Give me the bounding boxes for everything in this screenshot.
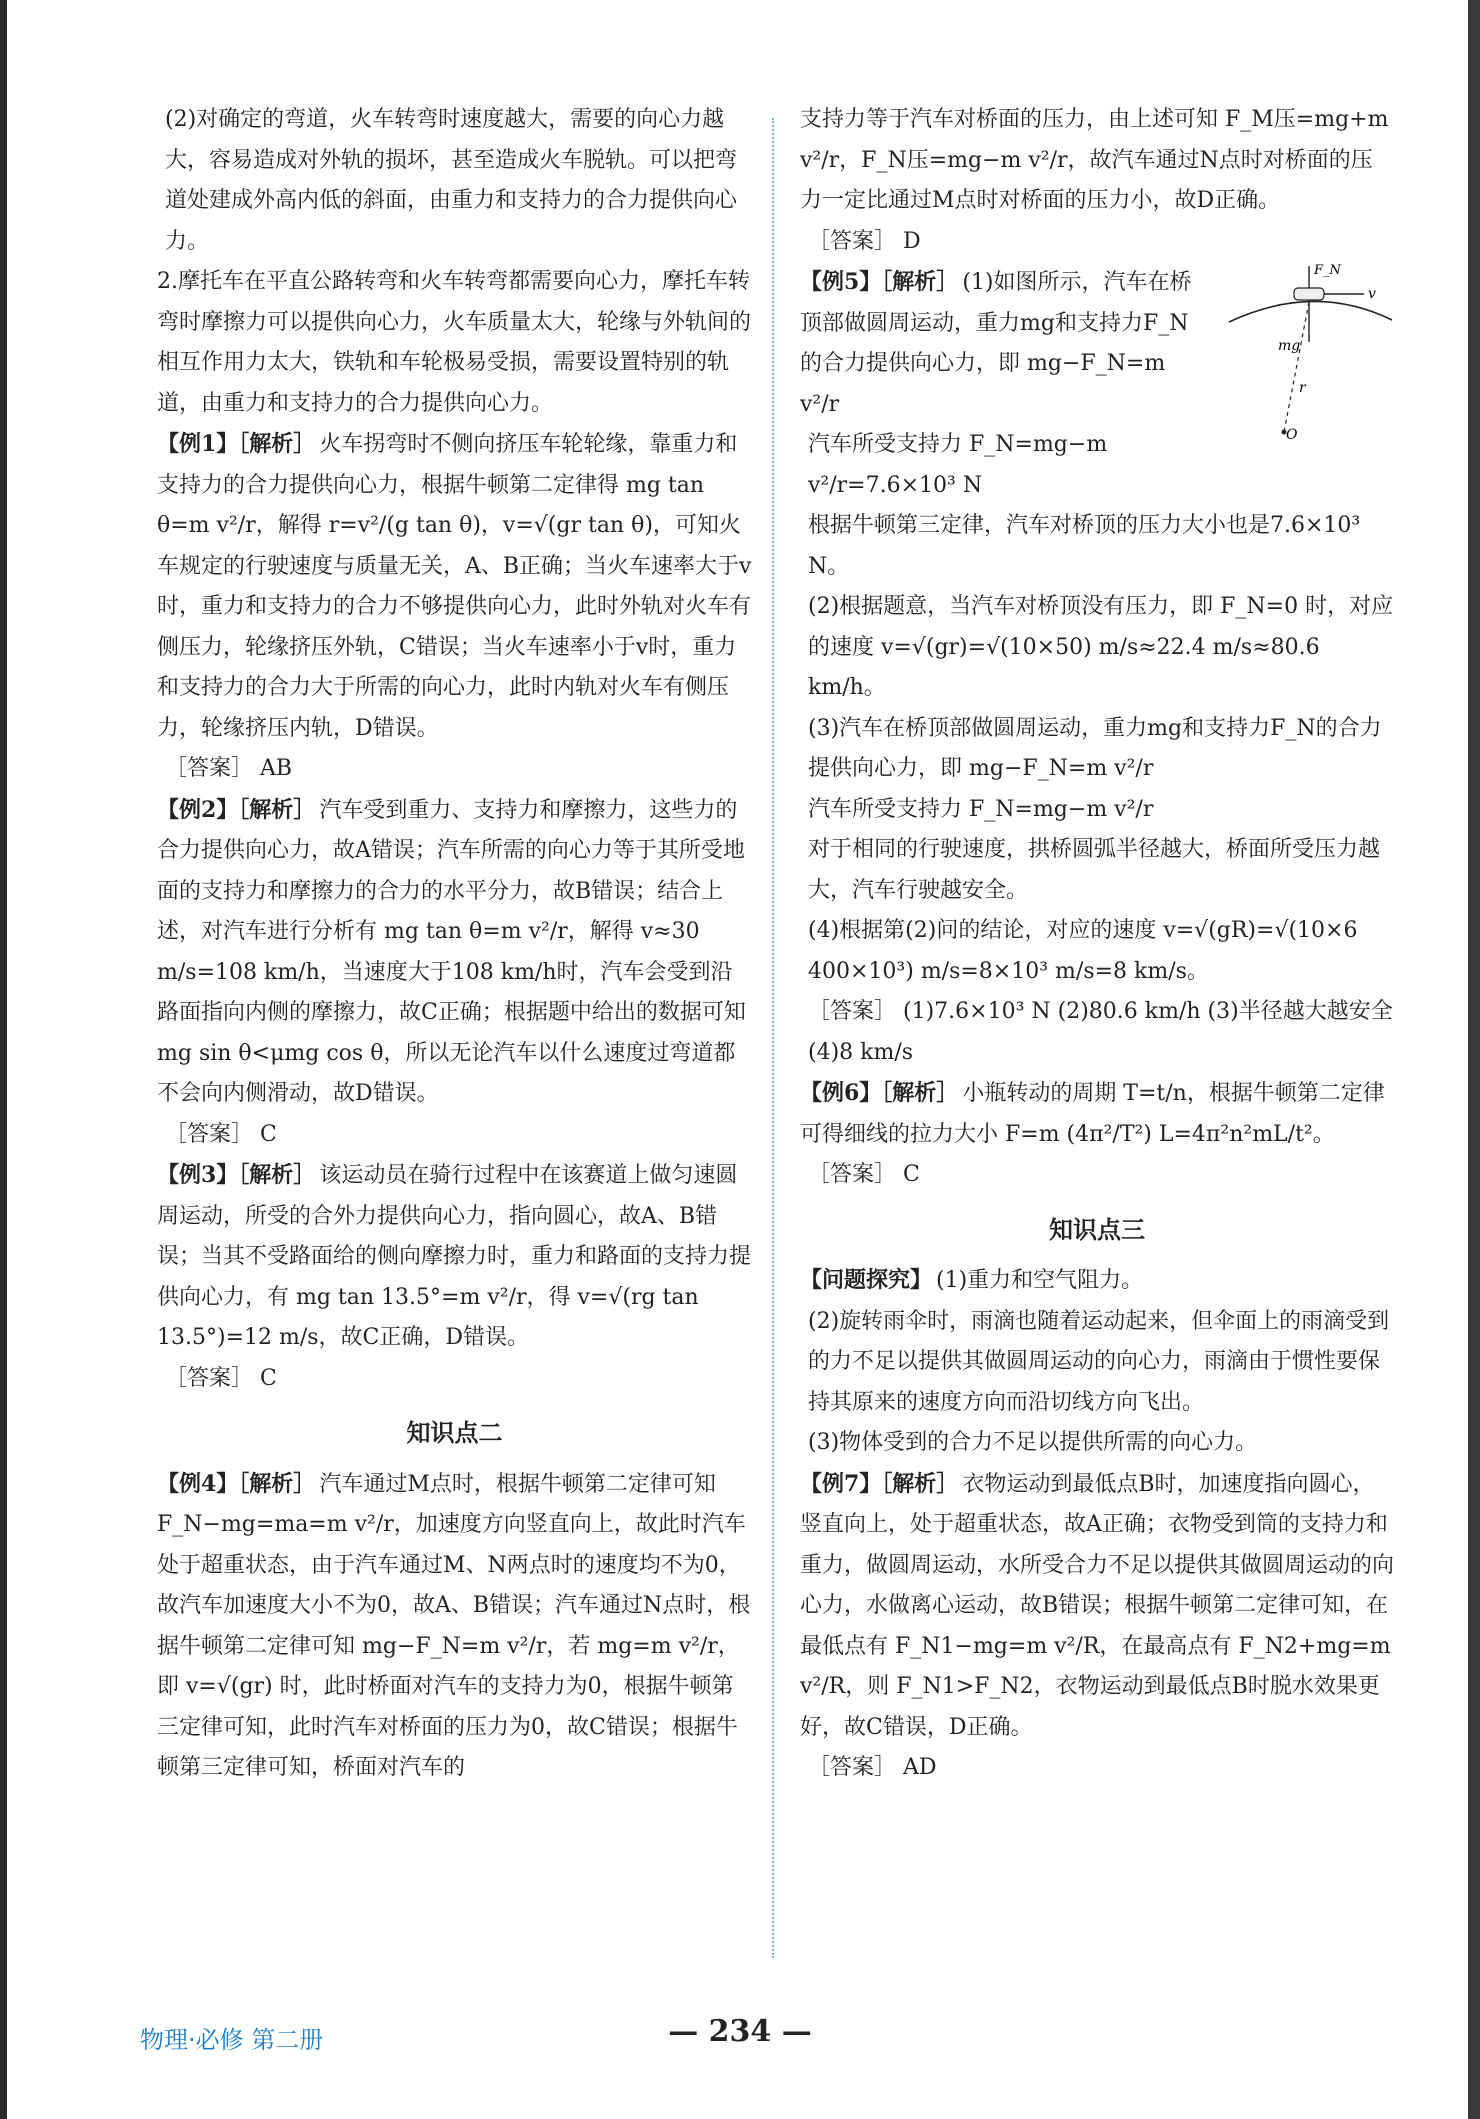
label-o: O bbox=[1286, 427, 1298, 442]
example-2 bbox=[157, 790, 752, 1115]
example-1-tag: 【例1】［解析］ bbox=[157, 431, 316, 457]
label-r: r bbox=[1299, 380, 1306, 396]
footer-book-title: 物理·必修 第二册 bbox=[140, 2026, 324, 2054]
example-7 bbox=[800, 1464, 1394, 1749]
paragraph-curve-design: (2)对确定的弯道，火车转弯时速度越大，需要的向心力越大，容易造成对外轨的损坏，甚至造成火车脱轨。可以把弯道处建成外高内低的斜面，由重力和支持力的合力提供向心力。 bbox=[165, 107, 738, 254]
problem-inquiry bbox=[800, 1260, 1394, 1302]
example-5-part-e: (3)汽车在桥顶部做圆周运动，重力mg和支持力F_N的合力提供向心力，即 mg−F_N=m v²/r bbox=[808, 715, 1382, 781]
problem-inquiry-1: (1)重力和空气阻力。 bbox=[936, 1268, 1144, 1293]
page-edge-right bbox=[1468, 0, 1480, 2119]
section-heading-3: 知识点三 bbox=[1049, 1215, 1145, 1244]
example-7-text: 衣物运动到最低点B时，加速度指向圆心，竖直向上，处于超重状态，故A正确；衣物受到筒的支持力和重力，做圆周运动，水所受合力不足以提供其做圆周运动的向心力，水做离心运动，故B错误；根据牛顿第二定律可知，在最低点有 F_N1−mg=m v²/R，在最高点有 F_N2+mg=m v²/R，则 F_N1>F_N2，衣物运动到最低点B时脱水效果更好，故C错误，D正确。 bbox=[800, 1471, 1395, 1740]
paragraph-motorcycle: 2.摩托车在平直公路转弯和火车转弯都需要向心力，摩托车转弯时摩擦力可以提供向心力，火车质量太大，轮缘与外轨间的相互作用力太大，铁轨和车轮极易受损，需要设置特别的轨道，由重力和支持力的合力提供向心力。 bbox=[157, 269, 752, 416]
page-edge-left bbox=[0, 0, 7, 2119]
example-7-tag: 【例7】［解析］ bbox=[800, 1470, 959, 1497]
example-3 bbox=[157, 1155, 752, 1359]
example-2-text: 汽车受到重力、支持力和摩擦力，这些力的合力提供向心力，故A错误；汽车所需的向心力等于其所受地面的支持力和摩擦力的合力的水平分力，故B错误；结合上述，对汽车进行分析有 mg tan θ=m v²/r，解得 v≈30 m/s=108 km/h，当速度大于108 km/h时，汽车会受到沿路面指向内侧的摩擦力，故C正确；根据题中给出的数据可知 mg sin θ<μmg cos θ，所以无论汽车以什么速度过弯道都不会向内侧滑动，故D错误。 bbox=[157, 797, 746, 1106]
label-v: v bbox=[1368, 286, 1376, 302]
example-5-part-f: 汽车所受支持力 F_N=mg−m v²/r bbox=[808, 796, 1154, 822]
car-shape bbox=[1294, 288, 1324, 300]
problem-inquiry-tag: 【问题探究】 bbox=[800, 1267, 933, 1293]
radius-line bbox=[1284, 302, 1309, 432]
example-4-answer: ［答案］ D bbox=[808, 228, 921, 254]
problem-inquiry-3: (3)物体受到的合力不足以提供所需的向心力。 bbox=[808, 1430, 1258, 1455]
example-4-text: 汽车通过M点时，根据牛顿第二定律可知 F_N−mg=ma=m v²/r，加速度方向竖直向上，故此时汽车处于超重状态，由于汽车通过M、N两点时的速度均不为0，故汽车加速度大小不为0，故A、B错误；汽车通过N点时，根据牛顿第二定律可知 mg−F_N=m v²/r，若 mg=m v²/r，即 v=√(gr) 时，此时桥面对汽车的支持力为0，根据牛顿第三定律可知，此时汽车对桥面的压力为0，故C错误；根据牛顿第三定律可知，桥面对汽车的 bbox=[157, 1471, 751, 1780]
right-column bbox=[800, 100, 1394, 1789]
example-1-answer: ［答案］ AB bbox=[165, 756, 293, 781]
example-2-answer: ［答案］ C bbox=[165, 1121, 277, 1147]
example-6 bbox=[800, 1073, 1394, 1155]
section-heading-2: 知识点二 bbox=[406, 1419, 503, 1447]
example-6-tag: 【例6】［解析］ bbox=[800, 1080, 959, 1106]
example-2-tag: 【例2】［解析］ bbox=[157, 796, 316, 823]
example-5-part-d: (2)根据题意，当汽车对桥顶没有压力，即 F_N=0 时，对应的速度 v=√(gr)=√(10×50) m/s≈22.4 m/s≈80.6 km/h。 bbox=[808, 594, 1394, 700]
example-6-text: 小瓶转动的周期 T=t/n，根据牛顿第二定律可得细线的拉力大小 F=m (4π²/T²) L=4π²n²mL/t²。 bbox=[800, 1081, 1385, 1147]
left-column bbox=[157, 100, 752, 1789]
example-3-answer: ［答案］ C bbox=[165, 1365, 277, 1391]
example-5-part-b: 汽车所受支持力 F_N=mg−m v²/r=7.6×10³ N bbox=[808, 432, 1108, 498]
example-5-tag: 【例5】［解析］ bbox=[800, 269, 959, 295]
bridge-diagram bbox=[1224, 262, 1394, 442]
example-6-answer: ［答案］ C bbox=[808, 1162, 920, 1187]
example-4-continued: 支持力等于汽车对桥面的压力，由上述可知 F_M压=mg+m v²/r，F_N压=mg−m v²/r，故汽车通过N点时对桥面的压力一定比通过M点时对桥面的压力小，故D正确。 bbox=[800, 107, 1389, 213]
example-5-answer: ［答案］ (1)7.6×10³ N (2)80.6 km/h (3)半径越大越安全 (4)8 km/s bbox=[808, 999, 1393, 1065]
example-4-tag: 【例4】［解析］ bbox=[157, 1470, 316, 1497]
problem-inquiry-2: (2)旋转雨伞时，雨滴也随着运动起来，但伞面上的雨滴受到的力不足以提供其做圆周运动的向心力，雨滴由于惯性要保持其原来的速度方向而沿切线方向飞出。 bbox=[808, 1308, 1390, 1415]
example-3-tag: 【例3】［解析］ bbox=[157, 1162, 316, 1188]
example-5-part-c: 根据牛顿第三定律，汽车对桥顶的压力大小也是7.6×10³ N。 bbox=[808, 513, 1361, 579]
example-3-text: 该运动员在骑行过程中在该赛道上做匀速圆周运动，所受的合外力提供向心力，指向圆心，故A、B错误；当其不受路面给的侧向摩擦力时，重力和路面的支持力提供向心力，有 mg tan 13.5°=m v²/r，得 v=√(rg tan 13.5°)=12 m/s，故C正确，D错误。 bbox=[157, 1163, 752, 1350]
example-7-answer: ［答案］ AD bbox=[808, 1755, 937, 1780]
example-1 bbox=[157, 424, 752, 749]
column-divider bbox=[772, 118, 774, 1958]
example-4 bbox=[157, 1464, 752, 1789]
example-1-text: 火车拐弯时不侧向挤压车轮轮缘，靠重力和支持力的合力提供向心力，根据牛顿第二定律得 mg tan θ=m v²/r，解得 r=v²/(g tan θ)，v=√(gr tan θ)，可知火车规定的行驶速度与质量无关，A、B正确；当火车速率大于v时，重力和支持力的合力不够提供向心力，此时外轨对火车有侧压力，轮缘挤压外轨，C错误；当火车速率小于v时，重力和支持力的合力大于所需的向心力，此时内轨对火车有侧压力，轮缘挤压内轨，D错误。 bbox=[157, 432, 752, 741]
example-5-part-g: 对于相同的行驶速度，拱桥圆弧半径越大，桥面所受压力越大，汽车行驶越安全。 bbox=[808, 837, 1381, 903]
example-5-part-a: (1)如图所示，汽车在桥顶部做圆周运动，重力mg和支持力F_N的合力提供向心力，即 mg−F_N=m v²/r bbox=[800, 270, 1192, 417]
label-mg: mg bbox=[1278, 338, 1301, 354]
bridge-arc bbox=[1229, 301, 1392, 322]
label-fn: F_N bbox=[1314, 263, 1341, 278]
page-number: — 234 — bbox=[668, 2014, 812, 2049]
example-5-part-h: (4)根据第(2)问的结论，对应的速度 v=√(gR)=√(10×6 400×10³) m/s=8×10³ m/s=8 km/s。 bbox=[808, 918, 1358, 984]
